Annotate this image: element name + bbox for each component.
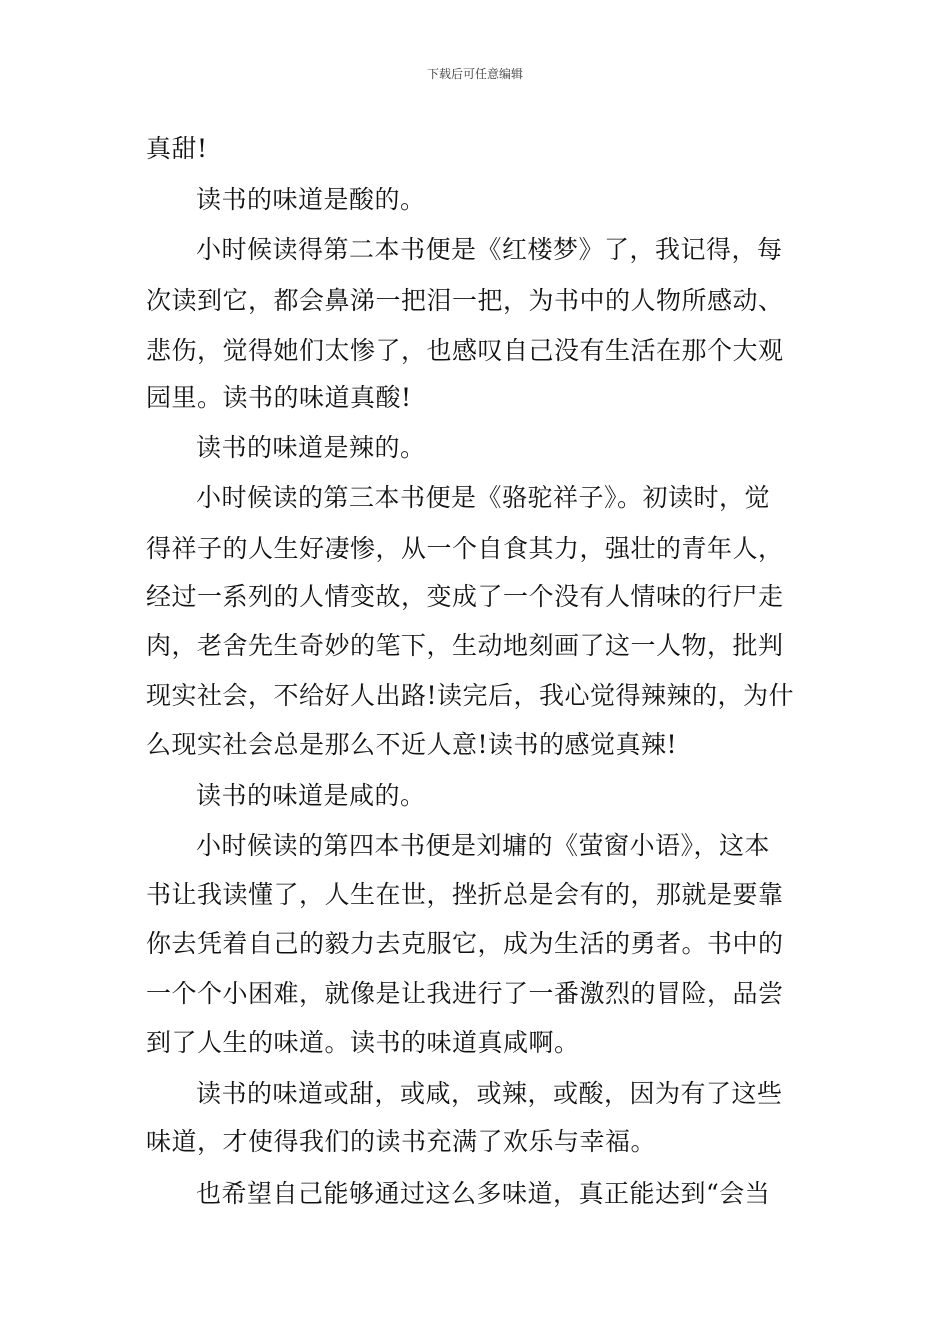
- text-line: 到了人生的味道。读书的味道真咸啊。: [146, 1028, 580, 1057]
- text-line: 味道，才使得我们的读书充满了欢乐与幸福。: [146, 1127, 657, 1156]
- text-line: 读书的味道是酸的。: [196, 185, 426, 214]
- text-line: 现实社会，不给好人出路!读完后，我心觉得辣辣的，为什: [146, 681, 795, 710]
- text-line: 也希望自己能够通过这么多味道，真正能达到“会当: [196, 1179, 771, 1208]
- text-line: 小时候读的第四本书便是刘墉的《萤窗小语》，这本: [196, 831, 771, 860]
- page-header: 下载后可任意编辑: [426, 67, 523, 81]
- text-line: 经过一系列的人情变故，变成了一个没有人情味的行尸走: [146, 582, 784, 611]
- text-line: 你去凭着自己的毅力去克服它，成为生活的勇者。书中的: [146, 929, 784, 958]
- text-line: 读书的味道是辣的。: [196, 433, 426, 462]
- text-line: 书让我读懂了，人生在世，挫折总是会有的，那就是要靠: [146, 880, 784, 909]
- text-line: 读书的味道或甜，或咸，或辣，或酸，因为有了这些: [196, 1079, 783, 1108]
- text-line: 小时候读得第二本书便是《红楼梦》了，我记得，每: [196, 235, 783, 264]
- text-line: 肉，老舍先生奇妙的笔下，生动地刻画了这一人物，批判: [146, 631, 784, 660]
- text-line: 真甜!: [146, 134, 208, 163]
- text-line: 次读到它，都会鼻涕一把泪一把，为书中的人物所感动、: [146, 286, 784, 315]
- text-line: 一个个小困难，就像是让我进行了一番激烈的冒险，品尝: [146, 979, 784, 1008]
- text-line: 得祥子的人生好凄惨，从一个自食其力，强壮的青年人，: [146, 534, 784, 563]
- text-line: 悲伤，觉得她们太惨了，也感叹自己没有生活在那个大观: [146, 336, 784, 365]
- text-line: 小时候读的第三本书便是《骆驼祥子》。初读时，觉: [196, 483, 771, 512]
- text-line: 读书的味道是咸的。: [196, 781, 426, 810]
- text-line: 么现实社会总是那么不近人意!读书的感觉真辣!: [146, 730, 678, 759]
- text-line: 园里。读书的味道真酸!: [146, 383, 412, 412]
